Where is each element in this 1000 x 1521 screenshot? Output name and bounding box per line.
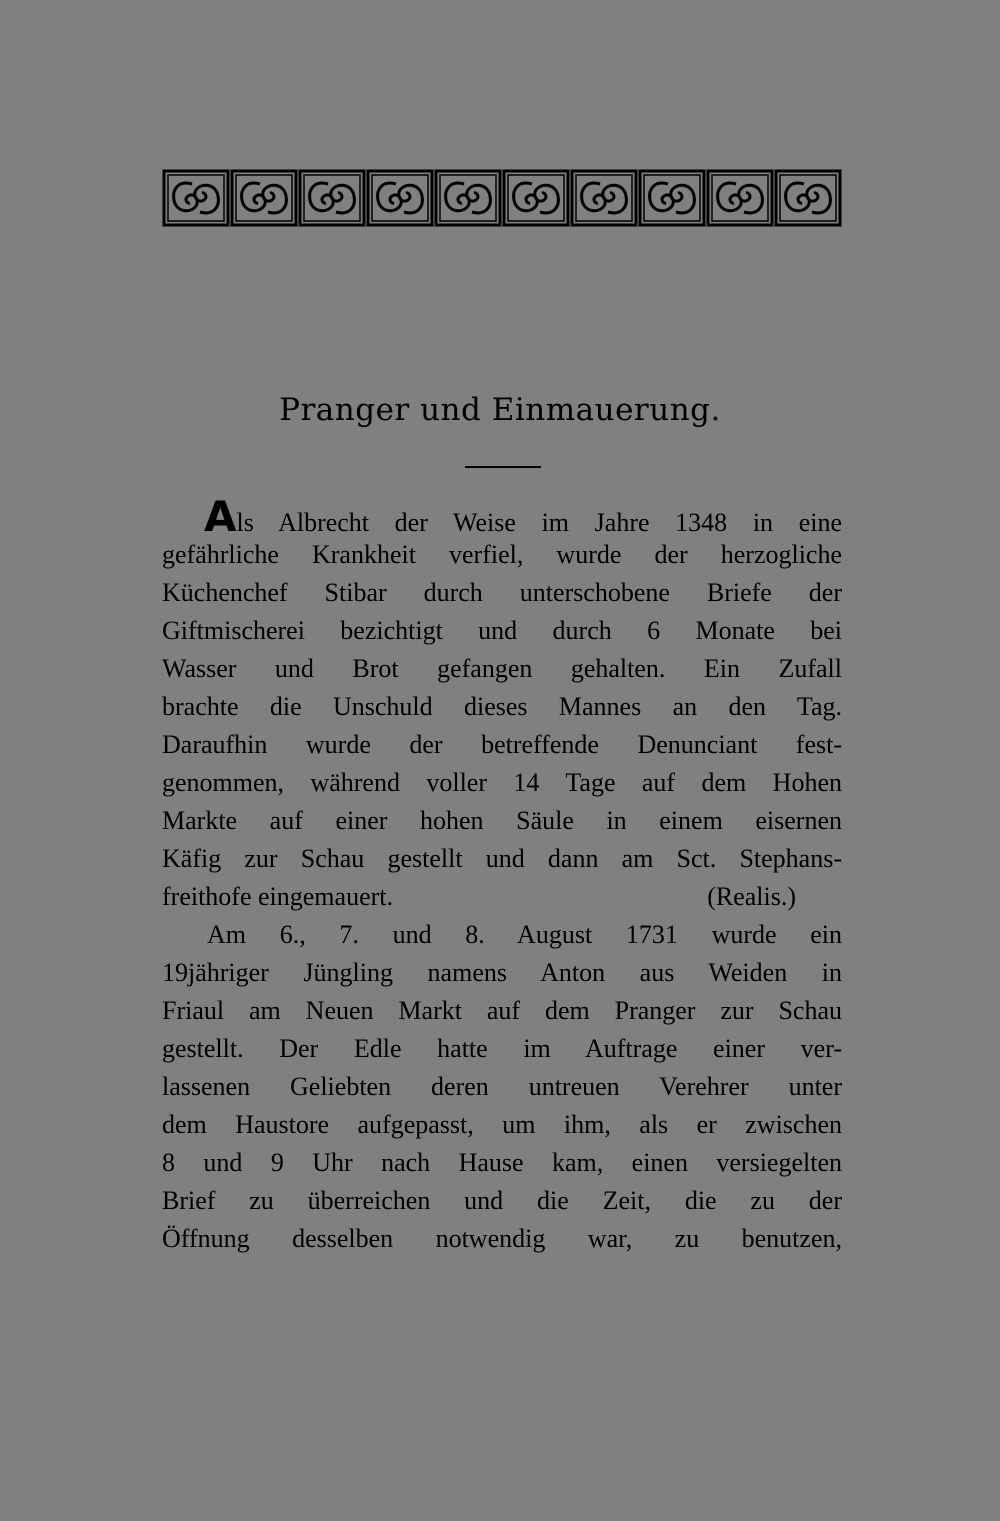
text-line: Käfig zur Schau gestellt und dann am Sct. Stephans- [162, 844, 842, 873]
text-line: Giftmischerei bezichtigt und durch 6 Monate bei [162, 616, 842, 645]
paragraph-end: freithofe eingemauert. [162, 882, 393, 911]
text-line: Brief zu überreichen und die Zeit, die zu der [162, 1186, 842, 1215]
text-line: Markte auf einer hohen Säule in einem eisernen [162, 806, 842, 835]
text-line: 19jähriger Jüngling namens Anton aus Weiden in [162, 958, 842, 987]
text-line: gestellt. Der Edle hatte im Auftrage einer ver- [162, 1034, 842, 1063]
text-line-with-citation [162, 878, 842, 916]
ornamental-border [162, 168, 842, 228]
text-line: lassenen Geliebten deren untreuen Verehrer unter [162, 1072, 842, 1101]
text-line: genommen, während voller 14 Tage auf dem Hohen [162, 768, 842, 797]
text-line: Friaul am Neuen Markt auf dem Pranger zur Schau [162, 996, 842, 1025]
text-line: 8 und 9 Uhr nach Hause kam, einen versiegelten [162, 1148, 842, 1177]
text-line: Öffnung desselben notwendig war, zu benutzen, [162, 1224, 842, 1253]
chapter-title: Pranger und Einmauerung. [279, 392, 721, 428]
text-line: Am 6., 7. und 8. August 1731 wurde ein [207, 920, 842, 949]
text-line: brachte die Unschuld dieses Mannes an den Tag. [162, 692, 842, 721]
text-line: Als Albrecht der Weise im Jahre 1348 in eine [204, 492, 842, 541]
citation: (Realis.) [707, 882, 796, 911]
body-text [162, 492, 842, 1258]
text-line: dem Haustore aufgepasst, um ihm, als er zwischen [162, 1110, 842, 1139]
text-line: Wasser und Brot gefangen gehalten. Ein Zufall [162, 654, 842, 683]
text-line: gefährliche Krankheit verfiel, wurde der herzogliche [162, 540, 842, 569]
text-line: Daraufhin wurde der betreffende Denunciant fest- [162, 730, 842, 759]
text-line: Küchenchef Stibar durch unterschobene Briefe der [162, 578, 842, 607]
title-rule [465, 466, 541, 468]
drop-cap: A [204, 492, 237, 541]
